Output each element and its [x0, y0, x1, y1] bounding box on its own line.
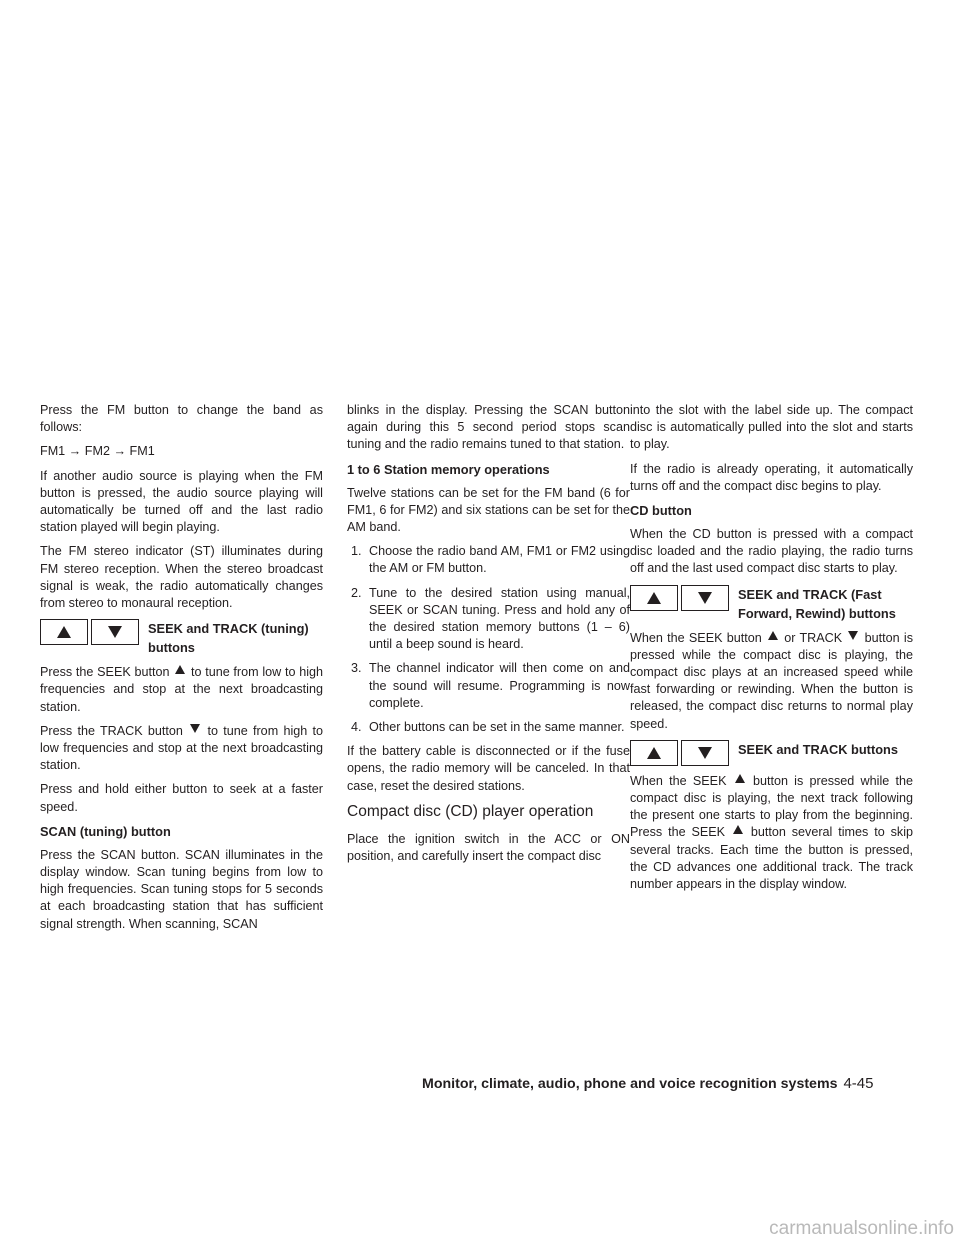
ff-text-a: When the SEEK button	[630, 630, 762, 645]
page-footer	[422, 1075, 922, 1092]
ff-text-b: or TRACK	[784, 630, 843, 645]
triangle-up-icon	[733, 825, 743, 834]
triangle-up-icon	[175, 665, 185, 674]
seek-up-button-illustration	[630, 585, 678, 611]
triangle-up-icon	[768, 631, 778, 640]
step-number: 2.	[351, 585, 362, 600]
seek-cd-text	[630, 773, 913, 893]
list-item	[347, 719, 630, 736]
seek-cd-text-b: button is pressed while the compact disc is playing, the next track following the present one starts to play from the beginning. Press the SEEK	[630, 773, 913, 840]
cd-section-heading: Compact disc (CD) player operation	[347, 802, 594, 820]
seek-cd-text-c: button several times to skip several tracks. Each time the button is pressed, the CD advances one additional track. The track number appears in the display window.	[630, 825, 914, 892]
stereo-indicator-text: The FM stereo indicator (ST) illuminates during FM stereo reception. When the stereo broadcast signal is weak, the radio automatically changes from stereo to monaural reception.	[40, 544, 323, 611]
step-text: Other buttons can be set in the same manner.	[369, 720, 625, 735]
step-number: 3.	[351, 661, 362, 676]
seek-text-a: Press the SEEK button	[40, 665, 170, 680]
fm-source-text: If another audio source is playing when the FM button is pressed, the audio source playing will automatically be turned off and the last radio station played will begin playing.	[40, 468, 323, 535]
hold-text: Press and hold either button to seek at a faster speed.	[40, 782, 323, 814]
triangle-down-icon	[190, 724, 200, 733]
track-down-button-illustration	[681, 740, 729, 766]
seek-track-label-line2: buttons	[148, 640, 195, 656]
triangle-down-icon	[848, 631, 858, 640]
column-right	[630, 402, 913, 900]
fast-forward-text	[630, 630, 913, 733]
fast-forward-label-line2: Forward, Rewind) buttons	[738, 605, 896, 621]
memory-steps	[347, 543, 630, 736]
triangle-up-icon	[647, 592, 661, 604]
radio-off-text: If the radio is already operating, it automatically turns off and the compact disc begins to play.	[630, 461, 913, 493]
seek-track-label	[148, 619, 309, 657]
seek-track-cd-heading	[630, 740, 913, 766]
track-text	[40, 723, 323, 775]
seek-track-cd-label	[738, 740, 898, 759]
step-text: Tune to the desired station using manual, SEEK or SCAN tuning. Press and hold any of the desired station memory buttons (1 – 6) until a beep sound is heard.	[369, 585, 630, 652]
cd-insert-text: Place the ignition switch in the ACC or ON position, and carefully insert the compact disc	[347, 831, 630, 864]
button-illustration	[40, 619, 142, 645]
triangle-up-icon	[647, 747, 661, 759]
track-down-button-illustration	[681, 585, 729, 611]
track-text-a: Press the TRACK button	[40, 723, 183, 738]
scan-text: Press the SCAN button. SCAN illuminates in the display window. Scan tuning begins from low to high frequencies. Scan tuning stops for 5 seconds at each broadcasting station that has sufficient signal strength. When scanning, SCAN	[40, 847, 323, 931]
seek-text	[40, 664, 323, 716]
button-illustration	[630, 585, 732, 611]
section-title: Monitor, climate, audio, phone and voice recognition systems	[422, 1076, 838, 1092]
cd-insert-continued-text: into the slot with the label side up. The compact disc is automatically pulled into the slot and starts to play.	[630, 403, 913, 452]
step-number: 1.	[351, 544, 362, 559]
band-sequence: FM1 → FM2 → FM1	[40, 444, 155, 459]
seek-track-cd-label-line1: SEEK and TRACK buttons	[738, 741, 898, 757]
band-text: Press the FM button to change the band as follows:	[40, 403, 323, 435]
track-text-b: to tune from high to low frequencies and stop at the next broadcasting station.	[40, 723, 324, 773]
memory-heading: 1 to 6 Station memory operations	[347, 461, 550, 477]
step-number: 4.	[351, 720, 362, 735]
scan-continued-text: blinks in the display. Pressing the SCAN button again during this 5 second period stops scan tuning and the radio remains tuned to that station.	[347, 403, 630, 452]
step-text: The channel indicator will then come on and the sound will resume. Programming is now complete.	[369, 661, 630, 710]
triangle-down-icon	[108, 626, 122, 638]
seek-up-button-illustration	[40, 619, 88, 645]
fast-forward-label	[738, 585, 896, 623]
column-left	[40, 402, 323, 940]
watermark: carmanualsonline.info	[769, 1218, 954, 1239]
seek-cd-text-a: When the SEEK	[630, 773, 727, 788]
triangle-up-icon	[735, 774, 745, 783]
list-item	[347, 543, 630, 577]
seek-track-label-line1: SEEK and TRACK (tuning)	[148, 621, 309, 637]
triangle-up-icon	[57, 626, 71, 638]
seek-text-b: to tune from low to high frequencies and stop at the next broadcasting station.	[40, 665, 324, 714]
list-item	[347, 660, 630, 712]
track-down-button-illustration	[91, 619, 139, 645]
seek-up-button-illustration	[630, 740, 678, 766]
triangle-down-icon	[698, 747, 712, 759]
seek-track-heading	[40, 619, 323, 657]
fast-forward-heading	[630, 585, 913, 623]
cd-button-heading: CD button	[630, 503, 692, 519]
list-item	[347, 585, 630, 654]
scan-heading: SCAN (tuning) button	[40, 823, 171, 839]
triangle-down-icon	[698, 592, 712, 604]
page-number: 4-45	[843, 1075, 874, 1092]
fast-forward-label-line1: SEEK and TRACK (Fast	[738, 586, 882, 602]
column-middle	[347, 402, 630, 872]
button-illustration	[630, 740, 732, 766]
step-text: Choose the radio band AM, FM1 or FM2 using the AM or FM button.	[369, 544, 630, 576]
battery-text: If the battery cable is disconnected or if the fuse opens, the radio memory will be canceled. In that case, reset the desired stations.	[347, 744, 630, 793]
cd-button-text: When the CD button is pressed with a compact disc loaded and the radio playing, the radio turns off and the last used compact disc starts to play.	[630, 527, 913, 576]
memory-text: Twelve stations can be set for the FM band (6 for FM1, 6 for FM2) and six stations can be set for the AM band.	[347, 485, 630, 535]
ff-text-c: button is pressed while the compact disc is playing, the compact disc plays at an increased speed while fast forwarding or rewinding. When the button is released, the compact disc returns to normal play speed.	[630, 630, 914, 731]
